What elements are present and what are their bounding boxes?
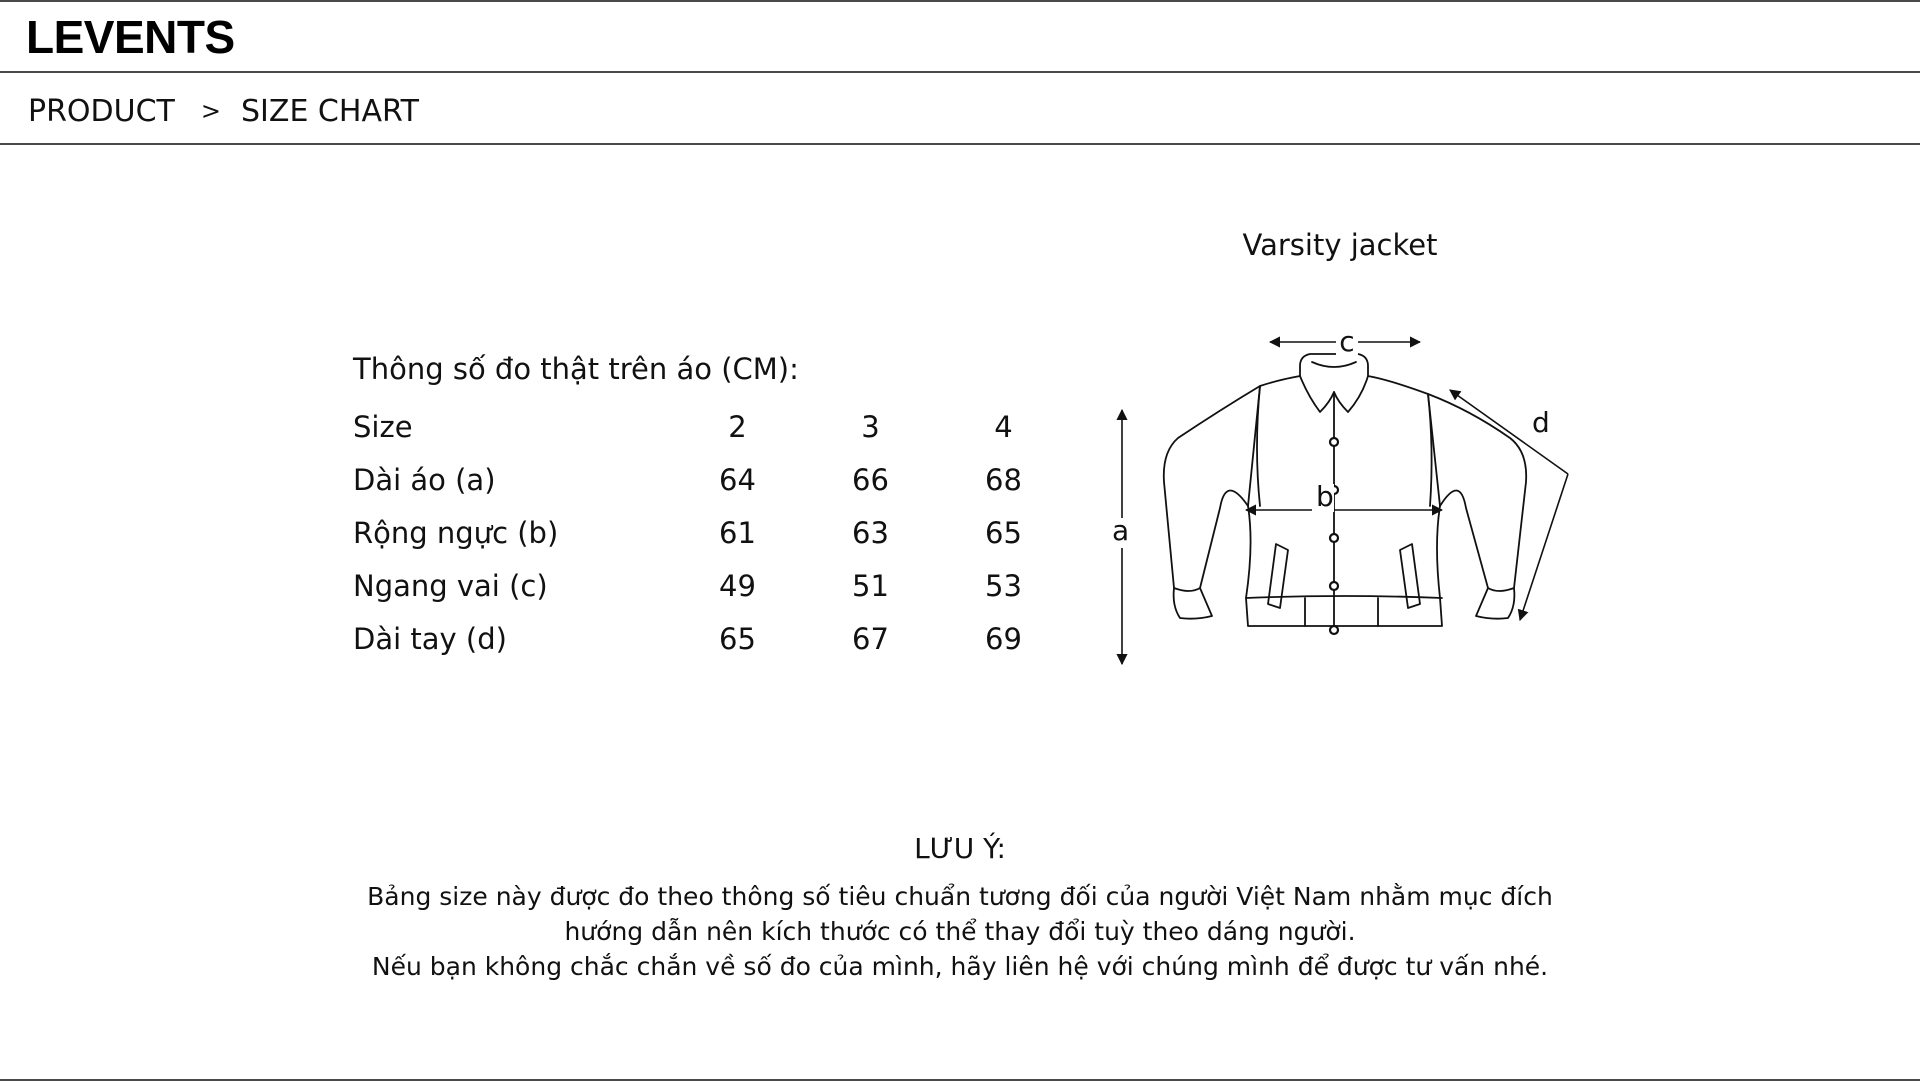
table-cell: 67 [852, 621, 889, 656]
table-row [353, 612, 1070, 665]
jacket-button [1330, 534, 1338, 542]
note-line: hướng dẫn nên kích thước có thể thay đổi tuỳ theo dáng người. [564, 917, 1356, 946]
header-divider [0, 71, 1920, 73]
size-header-row [353, 400, 1070, 453]
note-line: Bảng size này được đo theo thông số tiêu chuẩn tương đối của người Việt Nam nhằm mục đích [367, 882, 1553, 911]
size-header-label: Size [353, 409, 413, 444]
table-cell: 49 [719, 568, 756, 603]
size-header-cell: 4 [994, 409, 1013, 444]
measure-label-d: d [1532, 406, 1550, 439]
row-label: Ngang vai (c) [353, 568, 548, 603]
row-label: Rộng ngực (b) [353, 515, 559, 550]
jacket-left-cuff [1174, 588, 1212, 619]
measure-arrow-d-lower [1520, 474, 1568, 620]
breadcrumb [28, 88, 419, 134]
spec-title: Thông số đo thật trên áo (CM): [353, 352, 799, 386]
jacket-left-sleeve [1164, 386, 1260, 591]
size-table [353, 400, 1070, 665]
breadcrumb-separator: > [200, 97, 221, 125]
breadcrumb-divider [0, 143, 1920, 145]
breadcrumb-item-product[interactable]: PRODUCT [28, 93, 175, 129]
jacket-left-pocket [1268, 544, 1288, 608]
row-label: Dài tay (d) [353, 621, 507, 656]
jacket-button [1330, 438, 1338, 446]
row-label: Dài áo (a) [353, 462, 496, 497]
jacket-collar-inner [1312, 362, 1356, 367]
jacket-diagram [1100, 318, 1580, 678]
table-row [353, 559, 1070, 612]
table-cell: 66 [852, 462, 889, 497]
jacket-button [1330, 582, 1338, 590]
jacket-right-sleeve [1428, 394, 1526, 591]
brand-logo[interactable]: LEVENTS [26, 11, 235, 63]
table-cell: 61 [719, 515, 756, 550]
breadcrumb-item-size-chart: SIZE CHART [241, 93, 419, 129]
table-cell: 69 [985, 621, 1022, 656]
measure-label-a: a [1112, 514, 1130, 547]
table-row [353, 453, 1070, 506]
bottom-border [0, 1079, 1920, 1081]
jacket-right-armhole [1428, 394, 1432, 506]
jacket-right-cuff [1476, 588, 1514, 619]
table-row [353, 506, 1070, 559]
measure-arrow-d [1450, 390, 1568, 474]
top-border [0, 0, 1920, 2]
size-header-cell: 3 [861, 409, 880, 444]
jacket-right-pocket [1400, 544, 1420, 608]
measure-label-b: b [1316, 480, 1334, 513]
table-cell: 51 [852, 568, 889, 603]
jacket-waistband [1246, 596, 1442, 598]
table-cell: 65 [719, 621, 756, 656]
jacket-waistband-tab [1305, 598, 1378, 626]
note-section [360, 832, 1560, 984]
jacket-button [1330, 626, 1338, 634]
table-cell: 65 [985, 515, 1022, 550]
size-header-cell: 2 [728, 409, 747, 444]
table-cell: 64 [719, 462, 756, 497]
table-cell: 63 [852, 515, 889, 550]
jacket-body-outline [1246, 354, 1442, 626]
table-cell: 53 [985, 568, 1022, 603]
note-line: Nếu bạn không chắc chắn về số đo của mình, hãy liên hệ với chúng mình để được tư vấn nhé. [371, 952, 1549, 981]
diagram-title: Varsity jacket [1242, 228, 1438, 262]
table-cell: 68 [985, 462, 1022, 497]
measure-label-c: c [1339, 325, 1355, 358]
note-title: LƯU Ý: [914, 832, 1006, 865]
